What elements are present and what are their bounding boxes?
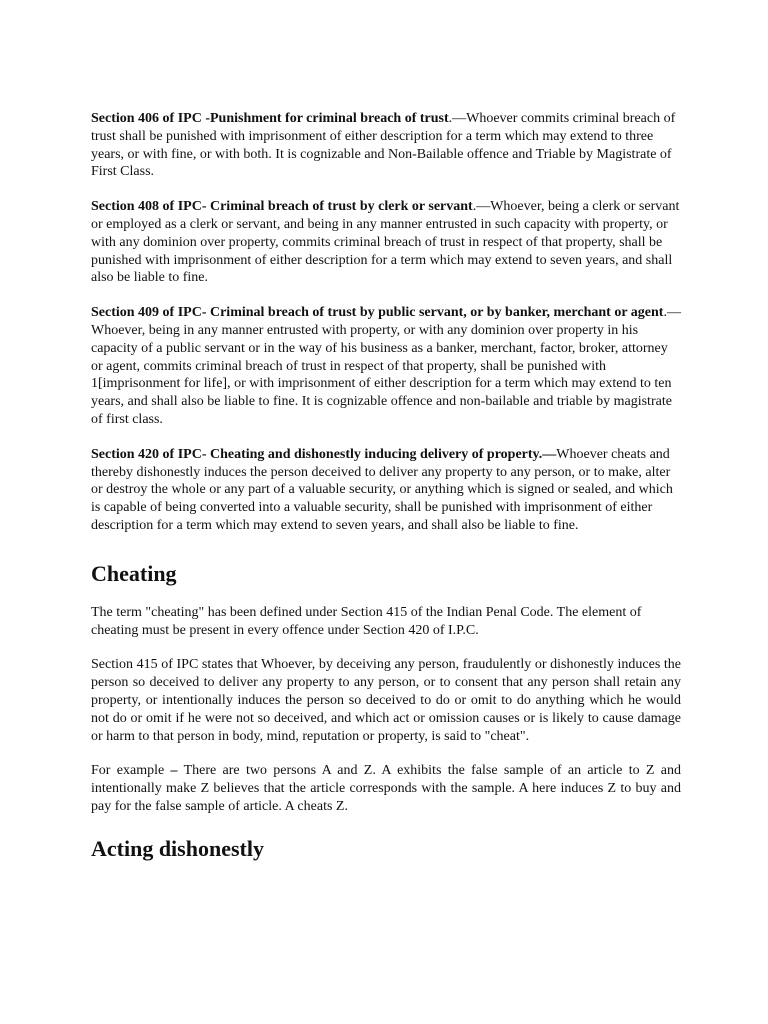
section-409-heading: Section 409 of IPC- Criminal breach of trust by public servant, or by banker, merchant or agent — [91, 305, 664, 321]
section-415-paragraph: Section 415 of IPC states that Whoever, by deceiving any person, fraudulently or dishonestly induces the person so deceived to deliver any property to any person, or to consent that any person shall retain any property, or intentionally induces the person so deceived to do or omit to do anything which he would not do or omit if he were not so deceived, and which act or omission causes or is likely to cause damage or harm to that person in body, mind, reputation or property, is said to "cheat". — [91, 657, 681, 744]
section-420-body: Whoever cheats and thereby dishonestly induces the person deceived to deliver any property to any person, or to make, alter or destroy the whole or any part of a valuable security, or anything which is signed or sealed, and which is capable of being converted into a valuable security, shall be punished with imprisonment of either description for a term which may extend to seven years, and shall also be liable to fine. — [91, 446, 673, 533]
example-paragraph — [91, 762, 681, 815]
section-409-body: .—Whoever, being in any manner entrusted with property, or with any dominion over property in his capacity of a public servant or in the way of his business as a banker, merchant, factor, broker, attorney or agent, commits criminal breach of trust in respect of that property, shall be punished with 1[imprisonment for life], or with imprisonment of either description for a term which may extend to ten years, and shall also be liable to fine. It is cognizable offence and non-bailable and triable by magistrate of first class. — [91, 305, 681, 427]
section-408-heading: Section 408 of IPC- Criminal breach of trust by clerk or servant — [91, 199, 473, 215]
acting-dishonestly-heading: Acting dishonestly — [91, 835, 264, 861]
section-409-paragraph — [91, 304, 681, 429]
section-406-heading: Section 406 of IPC -Punishment for criminal breach of trust — [91, 111, 449, 126]
section-408-paragraph — [91, 198, 681, 287]
section-408-body: .—Whoever, being a clerk or servant or employed as a clerk or servant, and being in any manner entrusted in such capacity with property, or with any dominion over property, commits criminal breach of trust in respect of that property, shall be punished with imprisonment of either description for a term which may extend to seven years, and shall also be liable to fine. — [91, 199, 680, 286]
document-content — [91, 110, 681, 879]
section-406-paragraph — [91, 110, 681, 181]
example-dash: – — [170, 763, 178, 779]
example-lead: For example — [91, 763, 171, 779]
example-body: There are two persons A and Z. A exhibits the false sample of an article to Z and intentionally make Z believes that the article corresponds with the sample. A here induces Z to buy and pay for the false sample of article. A cheats Z. — [91, 763, 681, 814]
cheating-definition-paragraph: The term "cheating" has been defined under Section 415 of the Indian Penal Code. The element of cheating must be present in every offence under Section 420 of I.P.C. — [91, 604, 642, 638]
cheating-heading: Cheating — [91, 560, 177, 586]
section-420-paragraph — [91, 446, 681, 535]
section-420-heading: Section 420 of IPC- Cheating and dishonestly inducing delivery of property.— — [91, 446, 557, 462]
section-406-body: .—Whoever commits criminal breach of trust shall be punished with imprisonment of either description for a term which may extend to three years, or with fine, or with both. It is cognizable and Non-Bailable offence and Triable by Magistrate of First Class. — [91, 111, 676, 180]
